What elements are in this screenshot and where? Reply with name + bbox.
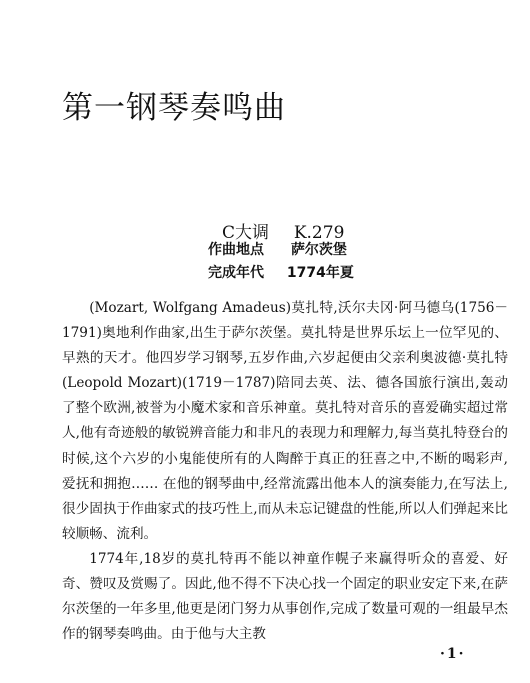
composition-place-value: 萨尔茨堡	[290, 242, 347, 258]
completion-date	[208, 262, 354, 282]
paragraph-biography: (Mozart, Wolfgang Amadeus)莫扎特,沃尔夫冈·阿马德乌(1756－1791)奥地利作曲家,出生于萨尔茨堡。莫扎特是世界乐坛上一位罕见的、早熟的天才。他四岁学习钢琴,五岁作曲,六岁起便由父亲利奥波德·莫扎特(Leopold Mozart)(1719－1787)陪同去英、法、德各国旅行演出,轰动了整个欧洲,被誉为小魔术家和音乐神童。莫扎特对音乐的喜爱确实超过常人,他有奇迹般的敏锐辨音能力和非凡的表现力和理解力,每当莫扎特登台的时候,这个六岁的小鬼能使所有的人陶醉于真正的狂喜之中,不断的喝彩声,爱抚和拥抱…… 在他的钢琴曲中,经常流露出他本人的演奏能力,在写法上,很少固执于作曲家式的技巧性上,而从未忘记键盘的性能,所以人们弹起来比较顺畅、流利。	[62, 300, 508, 542]
completion-date-value: 1774年夏	[286, 265, 354, 281]
completion-date-label: 完成年代	[208, 265, 264, 281]
composition-place	[208, 239, 347, 259]
page-title: 第一钢琴奏鸣曲	[62, 90, 286, 126]
work-key: C大调	[222, 223, 270, 243]
catalog-number: K.279	[293, 223, 345, 243]
composition-place-label: 作曲地点	[208, 242, 264, 258]
body-text	[62, 296, 508, 647]
page-number: ·1·	[440, 646, 466, 662]
paragraph-1774: 1774年,18岁的莫扎特再不能以神童作幌子来赢得听众的喜爱、好奇、赞叹及赏赐了。因此,他不得不下决心找一个固定的职业安定下来,在萨尔茨堡的一年多里,他更是闭门努力从事创作,完成了数量可观的一组最早杰作的钢琴奏鸣曲。由于他与大主教	[62, 550, 508, 643]
